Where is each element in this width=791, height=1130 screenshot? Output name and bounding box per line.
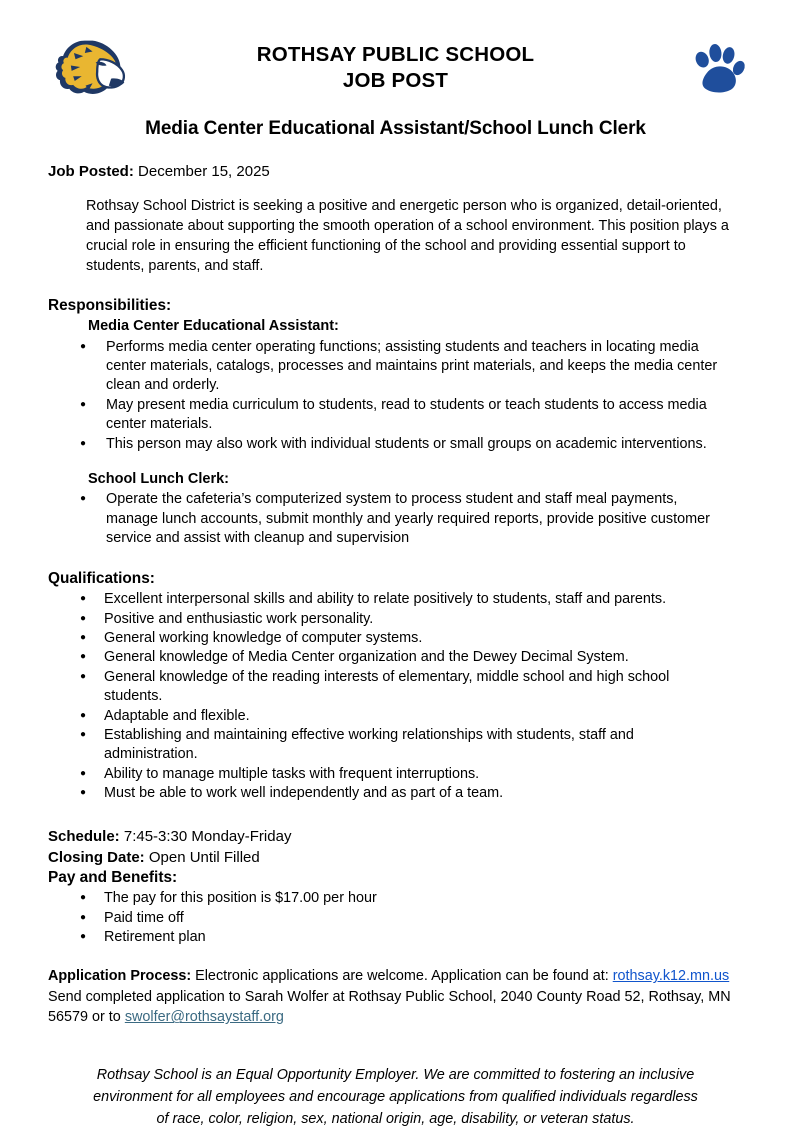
list-item: ● Performs media center operating functions; assisting students and teachers in locating media center materials, catalogs, processes and maintains print materials, and keeps the media center clean and orderly. [48, 338, 731, 396]
list-item: ● Operate the cafeteria’s computerized system to process student and staff meal payments, manage lunch accounts, submit monthly and yearly required reports, provide positive customer service and assist with cleanup and supervision [48, 490, 731, 548]
list-item: ● Positive and enthusiastic work personality. [48, 610, 731, 629]
list-item: ● Paid time off [48, 909, 731, 928]
list-item: ● Excellent interpersonal skills and ability to relate positively to students, staff and parents. [48, 590, 731, 609]
document-type: JOB POST [342, 69, 449, 92]
schedule-label: Schedule: [48, 827, 120, 845]
application-mail-text: Send completed application to Sarah Wolfer at Rothsay Public School, 2040 County Road 52, Rothsay, MN 56579 or to [48, 988, 731, 1026]
closing-date-label: Closing Date: [48, 848, 145, 866]
responsibilities-media-center-list [48, 338, 743, 454]
list-item: ● Ability to manage multiple tasks with frequent interruptions. [48, 765, 731, 784]
job-posted-label: Job Posted: [48, 163, 134, 180]
document-body [0, 162, 791, 1130]
header-title-block [0, 42, 791, 94]
closing-date-value: Open Until Filled [148, 848, 260, 866]
list-item: ● Establishing and maintaining effective working relationships with students, staff and administration. [48, 726, 731, 765]
list-item: ● General working knowledge of computer systems. [48, 629, 731, 648]
job-posted-line [48, 162, 743, 182]
application-email-link[interactable]: swolfer@rothsaystaff.org [124, 1009, 284, 1026]
qualifications-heading: Qualifications: [48, 569, 155, 587]
document-header [0, 0, 791, 108]
responsibilities-heading: Responsibilities: [48, 296, 172, 314]
pay-and-benefits-list [48, 889, 743, 947]
list-item: ● Must be able to work well independently and as part of a team. [48, 784, 731, 803]
list-item: ● Adaptable and flexible. [48, 707, 731, 726]
list-item: ● This person may also work with individual students or small groups on academic interventions. [48, 435, 731, 454]
list-item: ● General knowledge of the reading interests of elementary, middle school and high school students. [48, 668, 731, 707]
pay-and-benefits-heading: Pay and Benefits: [48, 868, 178, 886]
subheading-school-lunch-clerk: School Lunch Clerk: [88, 470, 229, 487]
application-process-label: Application Process: [48, 968, 192, 985]
job-title: Media Center Educational Assistant/School Lunch Clerk [145, 118, 646, 139]
closing-date-line [48, 847, 743, 868]
qualifications-list [48, 590, 743, 803]
intro-paragraph: Rothsay School District is seeking a positive and energetic person who is organized, detail-oriented, and passionate about supporting the smooth operation of a school environment. This position plays a crucial role in ensuring the efficient functioning of the school and providing essential support to students, parents, and staff. [86, 197, 729, 274]
district-website-link[interactable]: rothsay.k12.mn.us [612, 968, 730, 985]
list-item: ● The pay for this position is $17.00 per hour [48, 889, 731, 908]
list-item: ● General knowledge of Media Center organization and the Dewey Decimal System. [48, 648, 731, 667]
responsibilities-lunch-clerk-list [48, 490, 743, 548]
job-posted-date: December 15, 2025 [138, 163, 270, 180]
equal-opportunity-statement: Rothsay School is an Equal Opportunity Employer. We are committed to fostering an inclusive environment for all employees and encourage applications from qualified individuals regardless of race, color, religion, sex, national origin, age, disability, or veteran status. [93, 1066, 698, 1127]
subheading-media-center-assistant: Media Center Educational Assistant: [88, 318, 339, 334]
list-item: ● May present media curriculum to students, read to students or teach students to access media center materials. [48, 396, 731, 435]
school-name: ROTHSAY PUBLIC SCHOOL [256, 43, 535, 66]
schedule-value: 7:45-3:30 Monday-Friday [123, 827, 292, 845]
application-process-block [48, 966, 735, 1028]
paw-print-icon [688, 38, 750, 98]
application-process-text: Electronic applications are welcome. Application can be found at: [195, 968, 609, 985]
schedule-line [48, 826, 743, 847]
list-item: ● Retirement plan [48, 928, 731, 947]
